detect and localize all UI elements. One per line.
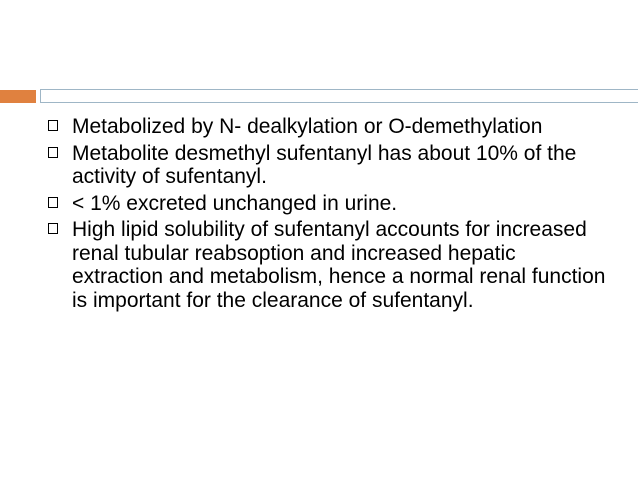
header-rule bbox=[40, 89, 638, 103]
accent-bar bbox=[0, 90, 36, 103]
square-bullet-icon bbox=[48, 120, 58, 131]
bullet-text: High lipid solubility of sufentanyl accounts for increased renal tubular reabsoption and increased hepatic extraction and metabolism, hence a normal renal function is important for the clearance of sufentanyl. bbox=[72, 218, 606, 312]
square-bullet-icon bbox=[48, 223, 58, 234]
bullet-text: < 1% excreted unchanged in urine. bbox=[72, 191, 398, 215]
bullet-item bbox=[48, 192, 608, 216]
bullet-text: Metabolized by N- dealkylation or O-demethylation bbox=[72, 115, 543, 138]
square-bullet-icon bbox=[48, 147, 58, 158]
bullet-list bbox=[48, 115, 608, 315]
bullet-item bbox=[48, 218, 608, 312]
bullet-item bbox=[48, 142, 608, 189]
bullet-text: Metabolite desmethyl sufentanyl has about 10% of the activity of sufentanyl. bbox=[72, 141, 577, 188]
bullet-item bbox=[48, 115, 608, 139]
square-bullet-icon bbox=[48, 197, 58, 208]
